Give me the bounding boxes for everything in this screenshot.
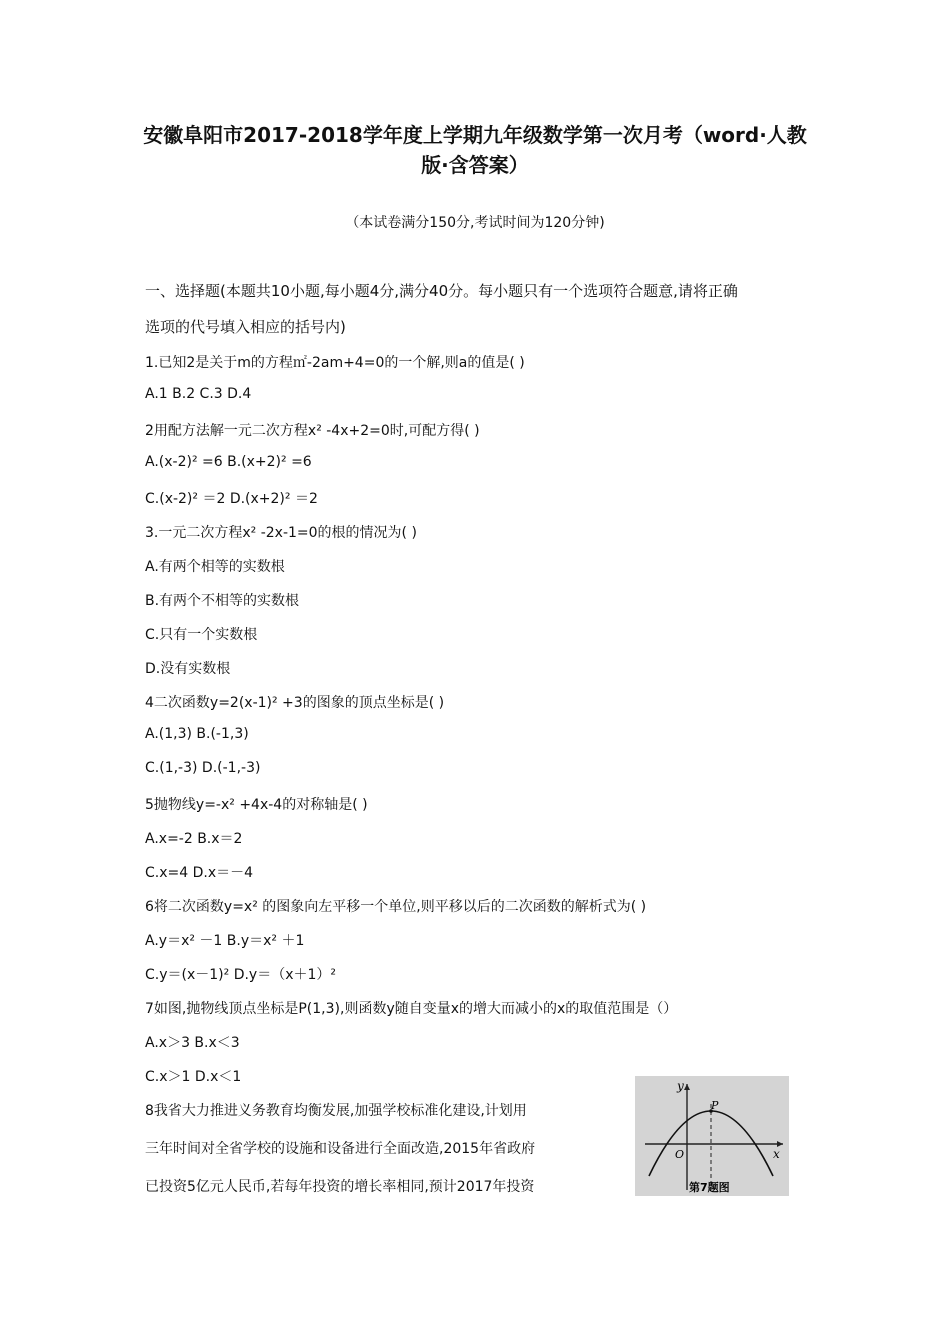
question-1: 1.已知2是关于m的方程㎡-2am+4=0的一个解,则a的值是( ) — [145, 355, 525, 371]
question-3-option-c: C.只有一个实数根 — [145, 627, 258, 643]
parabola-graph — [635, 1076, 789, 1196]
question-1-options: A.1 B.2 C.3 D.4 — [145, 386, 252, 402]
question-4: 4二次函数y=2(x-1)² +3的图象的顶点坐标是( ) — [145, 695, 445, 711]
question-5: 5抛物线y=-x² +4x-4的对称轴是( ) — [145, 797, 368, 813]
question-3-option-b: B.有两个不相等的实数根 — [145, 593, 300, 609]
section-heading-line-1: 一、选择题(本题共10小题,每小题4分,满分40分。每小题只有一个选项符合题意,请将正确 — [145, 282, 738, 300]
question-2-options-ab: A.(x-2)² =6 B.(x+2)² =6 — [145, 454, 312, 470]
question-2-options-cd: C.(x-2)² ＝2 D.(x+2)² ＝2 — [145, 491, 318, 507]
question-2: 2用配方法解一元二次方程x² -4x+2=0时,可配方得( ) — [145, 423, 480, 439]
question-7-options-ab: A.x＞3 B.x＜3 — [145, 1035, 240, 1051]
exam-info: （本试卷满分150分,考试时间为120分钟) — [345, 215, 605, 231]
question-3-option-d: D.没有实数根 — [145, 661, 231, 677]
question-8-line-2: 三年时间对全省学校的设施和设备进行全面改造,2015年省政府 — [145, 1141, 536, 1157]
question-3-option-a: A.有两个相等的实数根 — [145, 559, 285, 575]
question-8-line-1: 8我省大力推进义务教育均衡发展,加强学校标准化建设,计划用 — [145, 1103, 527, 1119]
question-6: 6将二次函数y=x² 的图象向左平移一个单位,则平移以后的二次函数的解析式为( ) — [145, 899, 647, 915]
figure-caption: 第7题图 — [689, 1181, 730, 1194]
question-3: 3.一元二次方程x² -2x-1=0的根的情况为( ) — [145, 525, 417, 541]
question-6-options-cd: C.y＝(x－1)² D.y＝（x＋1）² — [145, 967, 337, 983]
question-7-options-cd: C.x＞1 D.x＜1 — [145, 1069, 242, 1085]
origin-label: O — [675, 1148, 685, 1161]
x-label: x — [773, 1147, 780, 1161]
question-5-options-cd: C.x=4 D.x＝－4 — [145, 865, 254, 881]
question-6-options-ab: A.y＝x² －1 B.y＝x² ＋1 — [145, 933, 305, 949]
question-4-options-cd: C.(1,-3) D.(-1,-3) — [145, 760, 261, 776]
question-5-options-ab: A.x=-2 B.x＝2 — [145, 831, 243, 847]
question-4-options-ab: A.(1,3) B.(-1,3) — [145, 726, 249, 742]
y-label: y — [677, 1079, 684, 1093]
question-8-line-3: 已投资5亿元人民币,若每年投资的增长率相同,预计2017年投资 — [145, 1179, 535, 1195]
document-title: 安徽阜阳市2017-2018学年度上学期九年级数学第一次月考（word·人教版·含答案） — [143, 123, 807, 177]
question-7: 7如图,抛物线顶点坐标是P(1,3),则函数y随自变量x的增大而减小的x的取值范围是（） — [145, 1001, 678, 1017]
question-7-figure — [635, 1076, 789, 1196]
section-heading-line-2: 选项的代号填入相应的括号内) — [145, 318, 346, 336]
vertex-label: P — [711, 1099, 719, 1112]
